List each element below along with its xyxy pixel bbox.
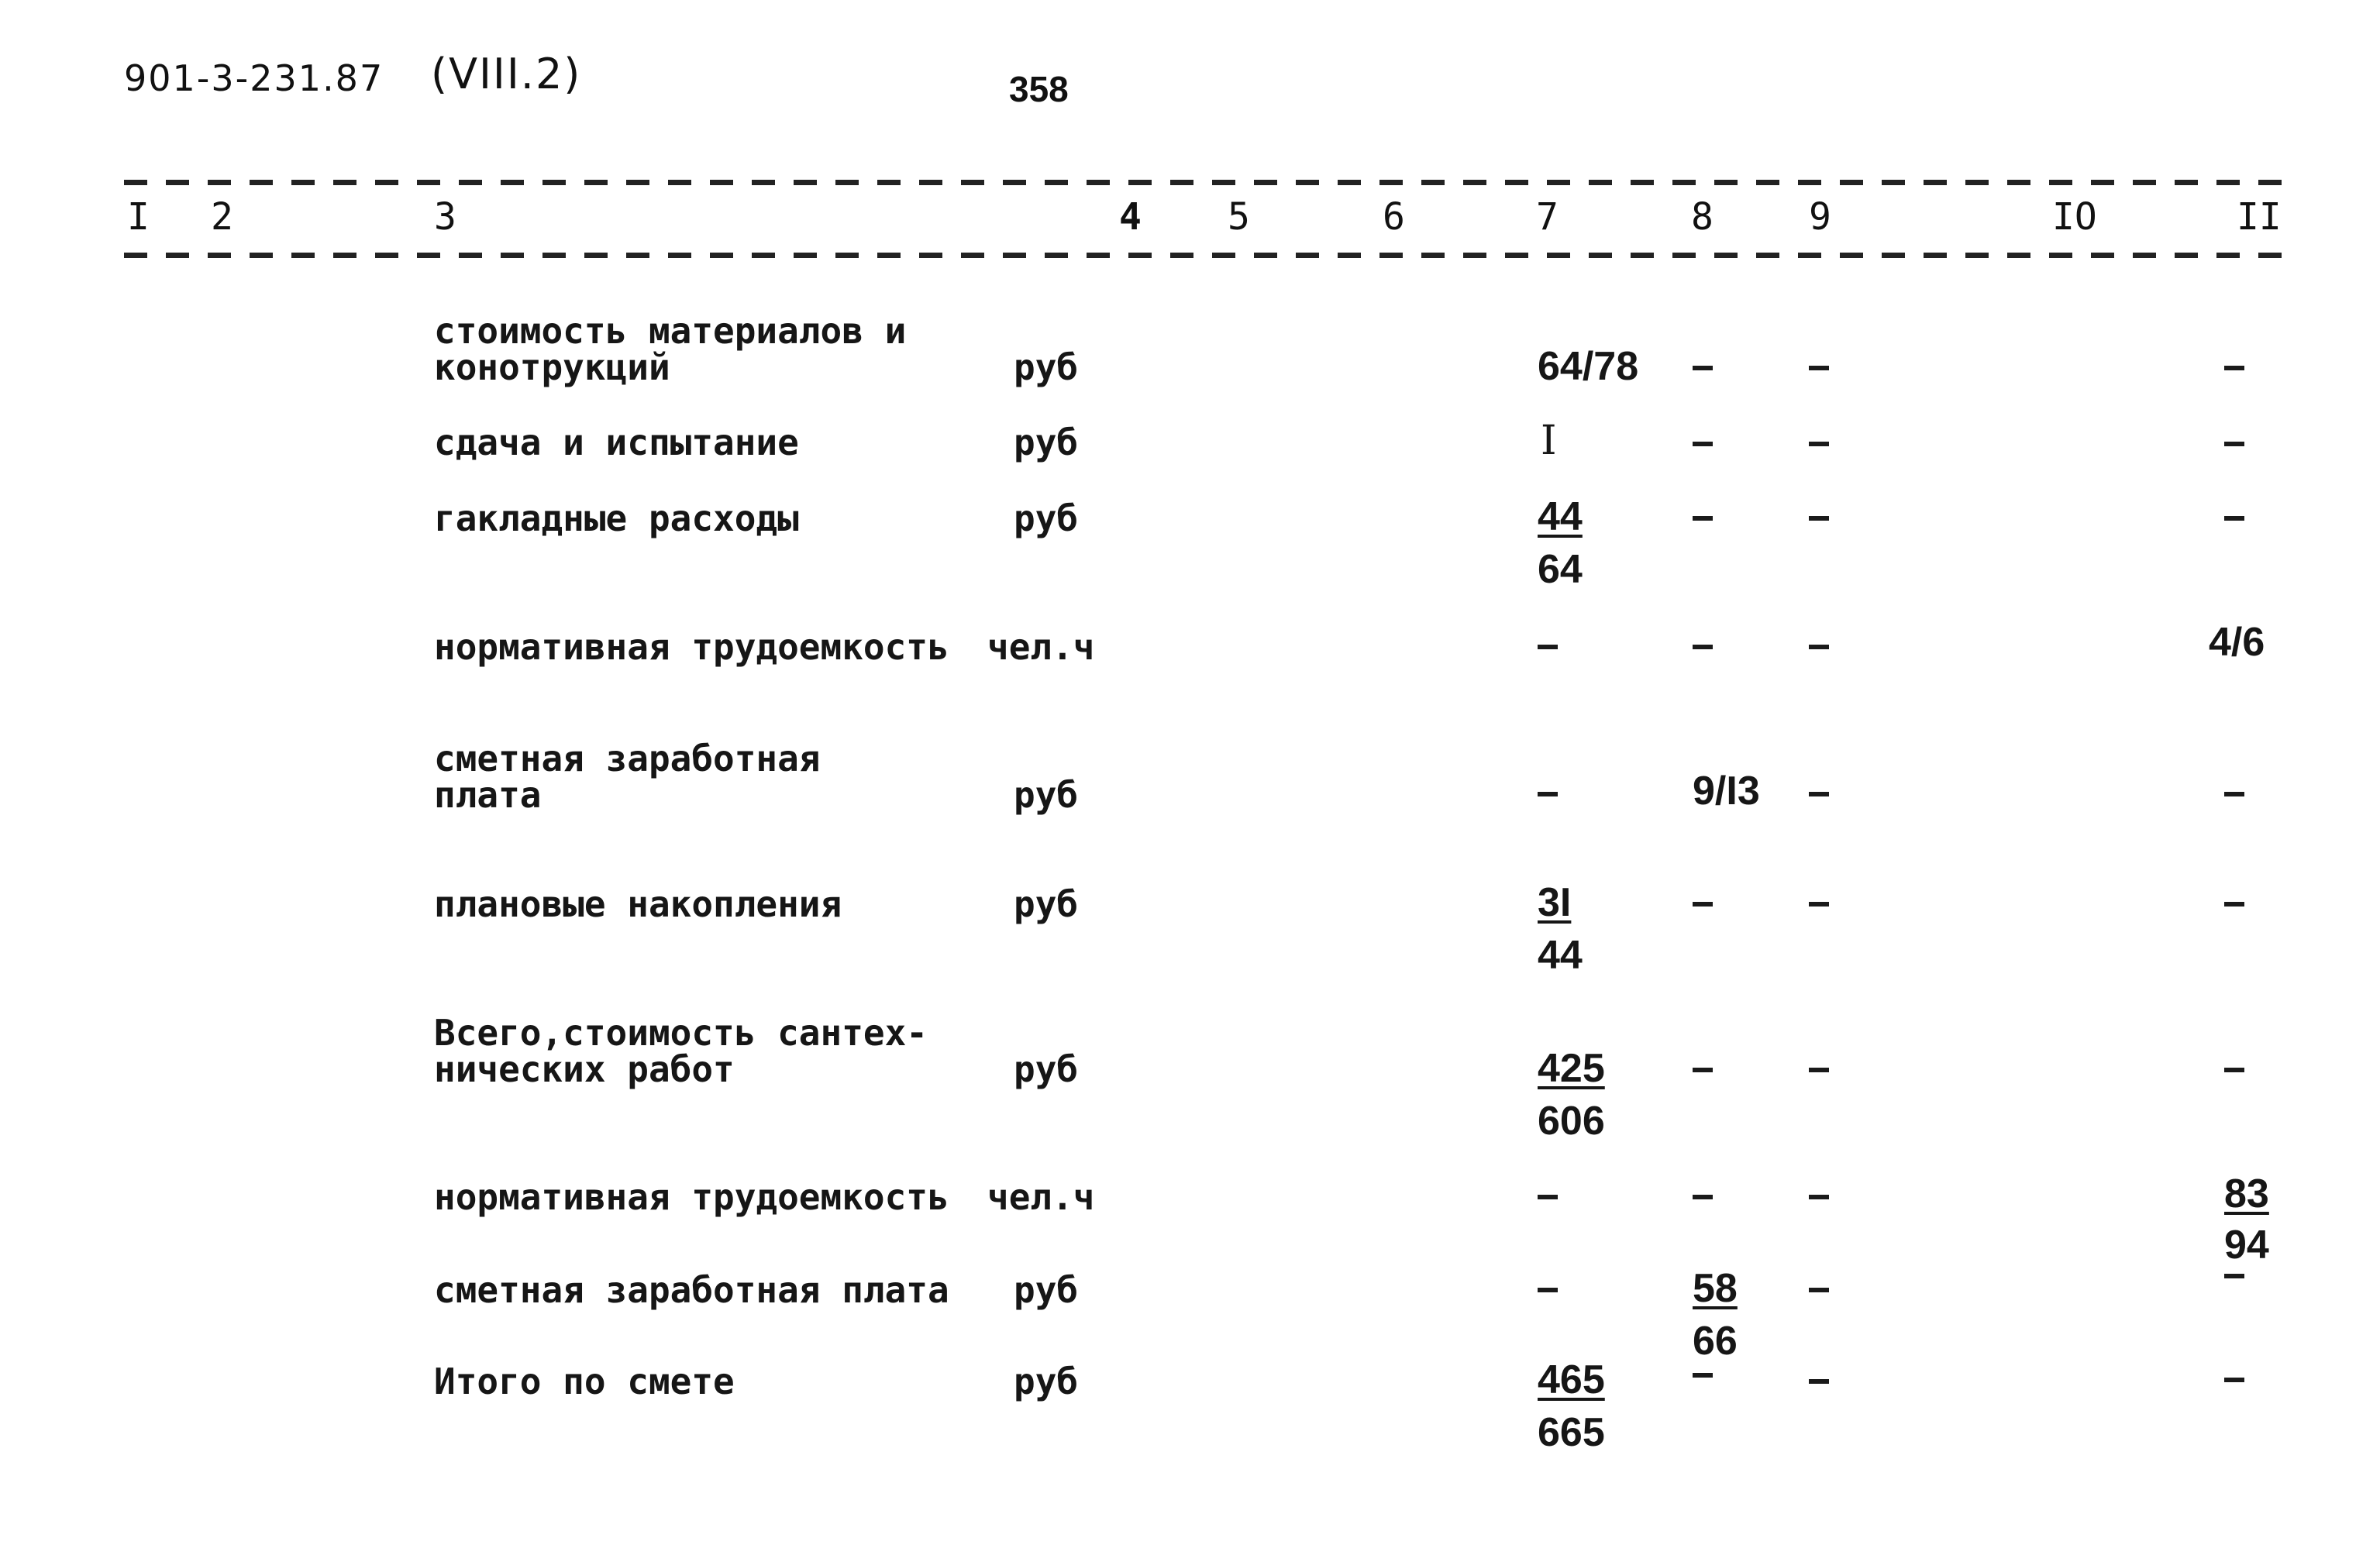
col7-value: 64/78 <box>1538 344 1639 389</box>
col9-dash <box>1809 1195 1829 1199</box>
col-header-11: II <box>2237 195 2282 239</box>
section-code: (VIII.2) <box>431 50 582 98</box>
col-header-8: 8 <box>1691 195 1714 239</box>
col7-denominator: 44 <box>1538 933 1583 978</box>
col-header-4: 4 <box>1119 195 1142 239</box>
col-header-7: 7 <box>1536 195 1559 239</box>
row-description: стоимость материалов и конотрукций <box>434 310 907 388</box>
col7-denominator: 665 <box>1538 1410 1605 1455</box>
col-header-9: 9 <box>1809 195 1831 239</box>
row-description: сдача и испытание <box>434 421 799 463</box>
col11-dash <box>2224 902 2244 907</box>
col8-dash <box>1693 366 1713 370</box>
col9-dash <box>1809 366 1829 370</box>
col-header-3: 3 <box>434 195 456 239</box>
col7-denominator: 64 <box>1538 547 1583 592</box>
col8-dash <box>1693 1068 1713 1072</box>
page-number: 358 <box>1009 69 1069 109</box>
col-header-6: 6 <box>1383 195 1405 239</box>
col9-dash <box>1809 902 1829 907</box>
row-unit: руб <box>1014 1048 1079 1090</box>
col9-dash <box>1809 1288 1829 1292</box>
col-header-1: I <box>127 195 150 239</box>
col-header-10: IO <box>2052 195 2097 239</box>
col8-denominator: 66 <box>1693 1319 1738 1364</box>
col7-numerator: 425 <box>1538 1046 1605 1091</box>
row-description: сметная заработная плата <box>434 1269 949 1311</box>
col7-dash <box>1538 1195 1558 1199</box>
col-header-2: 2 <box>211 195 233 239</box>
col7-dash <box>1538 1288 1558 1292</box>
col11-dash <box>2224 516 2244 521</box>
col11-dash <box>2224 1274 2244 1278</box>
col7-numerator: 44 <box>1538 494 1583 539</box>
row-description: Всего,стоимость сантех- нических работ <box>434 1012 928 1090</box>
col7-denominator: 606 <box>1538 1099 1605 1144</box>
header-top-rule <box>124 180 2286 185</box>
col9-dash <box>1809 792 1829 796</box>
col-header-5: 5 <box>1228 195 1250 239</box>
col7-value: I <box>1541 418 1557 464</box>
col8-dash <box>1693 442 1713 446</box>
col9-dash <box>1809 1068 1829 1072</box>
col8-dash <box>1693 1373 1713 1378</box>
col11-numerator: 83 <box>2224 1171 2269 1216</box>
col8-dash <box>1693 516 1713 521</box>
col11-dash <box>2224 1068 2244 1072</box>
col7-numerator: 465 <box>1538 1357 1605 1402</box>
row-description: нормативная трудоемкость <box>434 626 949 668</box>
header-bottom-rule <box>124 253 2286 258</box>
document-code: 901-3-231.87 <box>124 57 384 99</box>
row-unit: руб <box>1014 421 1079 463</box>
col11-denominator: 94 <box>2224 1223 2269 1268</box>
col11-dash <box>2224 1378 2244 1382</box>
row-description: Итого по смете <box>434 1361 735 1402</box>
col8-dash <box>1693 645 1713 649</box>
row-description: плановые накопления <box>434 883 842 925</box>
row-unit: руб <box>1014 1269 1079 1311</box>
col7-numerator: 3I <box>1538 880 1572 925</box>
col9-dash <box>1809 442 1829 446</box>
col9-dash <box>1809 516 1829 521</box>
col11-dash <box>2224 366 2244 370</box>
col11-dash <box>2224 792 2244 796</box>
col8-dash <box>1693 902 1713 907</box>
col9-dash <box>1809 645 1829 649</box>
row-unit: чел.ч <box>987 626 1095 668</box>
col7-dash <box>1538 792 1558 796</box>
row-unit: руб <box>1014 346 1079 388</box>
col11-value: 4/6 <box>2209 620 2265 665</box>
row-description: гакладные расходы <box>434 497 799 539</box>
col9-dash <box>1809 1379 1829 1384</box>
row-description: нормативная трудоемкость <box>434 1176 949 1218</box>
col8-numerator: 58 <box>1693 1266 1738 1311</box>
row-unit: чел.ч <box>987 1176 1095 1218</box>
col8-value: 9/I3 <box>1693 769 1760 814</box>
row-unit: руб <box>1014 774 1079 816</box>
row-unit: руб <box>1014 883 1079 925</box>
col8-dash <box>1693 1195 1713 1199</box>
row-unit: руб <box>1014 497 1079 539</box>
col11-dash <box>2224 442 2244 446</box>
row-description: сметная заработная плата <box>434 738 821 816</box>
col7-dash <box>1538 645 1558 649</box>
row-unit: руб <box>1014 1361 1079 1402</box>
